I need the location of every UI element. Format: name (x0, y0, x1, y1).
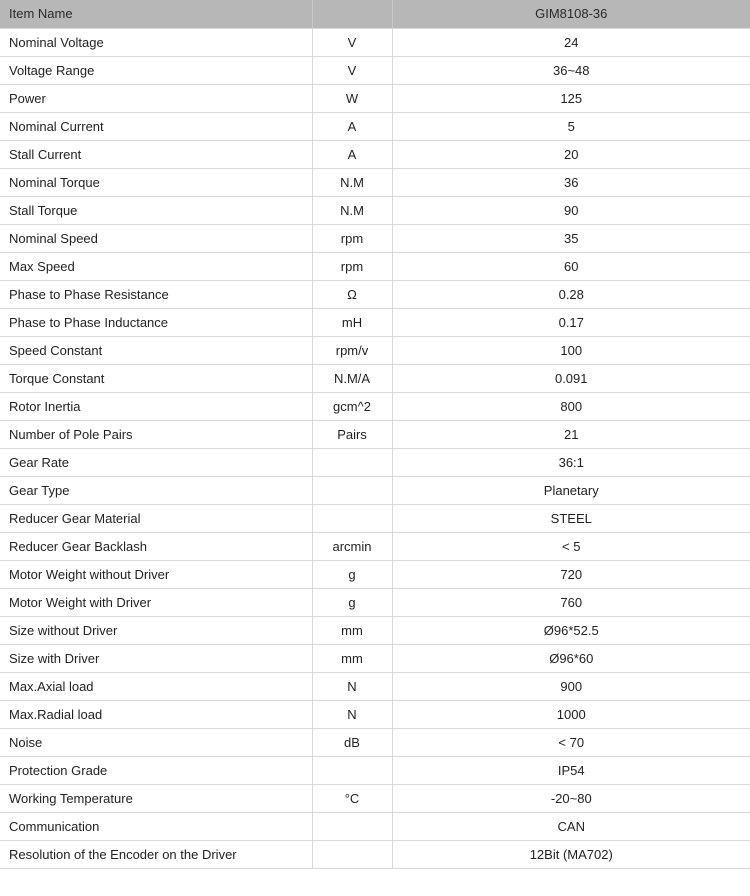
spec-unit-cell: g (312, 560, 392, 588)
table-row (0, 84, 750, 112)
spec-name-cell: Power (0, 84, 312, 112)
spec-name-cell: Number of Pole Pairs (0, 420, 312, 448)
spec-unit-cell: dB (312, 728, 392, 756)
spec-value-cell: 36:1 (392, 448, 750, 476)
spec-value-cell: Ø96*52.5 (392, 616, 750, 644)
spec-unit-cell: N (312, 700, 392, 728)
spec-name-cell: Motor Weight without Driver (0, 560, 312, 588)
table-row (0, 756, 750, 784)
spec-value-cell: 125 (392, 84, 750, 112)
spec-value-cell: CAN (392, 812, 750, 840)
table-row (0, 140, 750, 168)
table-row (0, 196, 750, 224)
table-row (0, 672, 750, 700)
spec-unit-cell: mH (312, 308, 392, 336)
spec-value-cell: 36~48 (392, 56, 750, 84)
spec-name-cell: Phase to Phase Inductance (0, 308, 312, 336)
table-row (0, 504, 750, 532)
spec-value-cell: < 5 (392, 532, 750, 560)
table-row (0, 336, 750, 364)
spec-unit-cell: rpm/v (312, 336, 392, 364)
header-row (0, 0, 750, 28)
table-row (0, 560, 750, 588)
table-row (0, 532, 750, 560)
table-row (0, 616, 750, 644)
spec-name-cell: Motor Weight with Driver (0, 588, 312, 616)
spec-unit-cell: Ω (312, 280, 392, 308)
spec-name-cell: Protection Grade (0, 756, 312, 784)
spec-value-cell: 720 (392, 560, 750, 588)
table-row (0, 168, 750, 196)
spec-value-cell: 5 (392, 112, 750, 140)
spec-name-cell: Rotor Inertia (0, 392, 312, 420)
spec-name-cell: Reducer Gear Material (0, 504, 312, 532)
spec-name-cell: Max.Axial load (0, 672, 312, 700)
spec-value-cell: STEEL (392, 504, 750, 532)
spec-value-cell: 12Bit (MA702) (392, 840, 750, 868)
spec-value-cell: Planetary (392, 476, 750, 504)
spec-value-cell: Ø96*60 (392, 644, 750, 672)
spec-unit-cell: mm (312, 616, 392, 644)
table-row (0, 812, 750, 840)
spec-name-cell: Max.Radial load (0, 700, 312, 728)
spec-unit-cell (312, 812, 392, 840)
spec-value-cell: < 70 (392, 728, 750, 756)
table-row (0, 728, 750, 756)
spec-value-cell: 35 (392, 224, 750, 252)
spec-table-body (0, 28, 750, 868)
table-row (0, 588, 750, 616)
spec-value-cell: 0.28 (392, 280, 750, 308)
spec-unit-cell: V (312, 28, 392, 56)
spec-unit-cell: A (312, 112, 392, 140)
spec-unit-cell (312, 756, 392, 784)
spec-value-cell: IP54 (392, 756, 750, 784)
spec-table-header (0, 0, 750, 28)
spec-value-cell: 0.17 (392, 308, 750, 336)
spec-unit-cell: N.M (312, 196, 392, 224)
table-row (0, 700, 750, 728)
spec-unit-cell (312, 448, 392, 476)
table-row (0, 56, 750, 84)
spec-value-cell: 1000 (392, 700, 750, 728)
table-row (0, 392, 750, 420)
spec-name-cell: Nominal Current (0, 112, 312, 140)
spec-unit-cell: rpm (312, 252, 392, 280)
header-item-name: Item Name (0, 0, 312, 28)
header-unit (312, 0, 392, 28)
table-row (0, 448, 750, 476)
spec-name-cell: Stall Current (0, 140, 312, 168)
table-row (0, 364, 750, 392)
spec-name-cell: Resolution of the Encoder on the Driver (0, 840, 312, 868)
spec-name-cell: Gear Rate (0, 448, 312, 476)
spec-value-cell: 60 (392, 252, 750, 280)
spec-value-cell: 100 (392, 336, 750, 364)
spec-unit-cell: N.M/A (312, 364, 392, 392)
spec-value-cell: 900 (392, 672, 750, 700)
spec-unit-cell: gcm^2 (312, 392, 392, 420)
spec-name-cell: Gear Type (0, 476, 312, 504)
table-row (0, 280, 750, 308)
spec-name-cell: Nominal Torque (0, 168, 312, 196)
spec-value-cell: 760 (392, 588, 750, 616)
spec-name-cell: Nominal Voltage (0, 28, 312, 56)
table-row (0, 784, 750, 812)
spec-unit-cell: Pairs (312, 420, 392, 448)
spec-unit-cell: rpm (312, 224, 392, 252)
spec-value-cell: 800 (392, 392, 750, 420)
table-row (0, 420, 750, 448)
spec-unit-cell: N (312, 672, 392, 700)
spec-unit-cell: °C (312, 784, 392, 812)
spec-name-cell: Max Speed (0, 252, 312, 280)
spec-unit-cell: N.M (312, 168, 392, 196)
spec-unit-cell: mm (312, 644, 392, 672)
header-model: GIM8108-36 (392, 0, 750, 28)
spec-unit-cell: arcmin (312, 532, 392, 560)
table-row (0, 840, 750, 868)
table-row (0, 644, 750, 672)
spec-unit-cell: V (312, 56, 392, 84)
spec-value-cell: 90 (392, 196, 750, 224)
table-row (0, 476, 750, 504)
table-row (0, 252, 750, 280)
spec-name-cell: Speed Constant (0, 336, 312, 364)
spec-unit-cell (312, 476, 392, 504)
spec-value-cell: 0.091 (392, 364, 750, 392)
table-row (0, 112, 750, 140)
table-row (0, 224, 750, 252)
spec-unit-cell (312, 840, 392, 868)
table-row (0, 308, 750, 336)
spec-value-cell: 36 (392, 168, 750, 196)
spec-unit-cell (312, 504, 392, 532)
spec-name-cell: Working Temperature (0, 784, 312, 812)
spec-unit-cell: g (312, 588, 392, 616)
spec-name-cell: Stall Torque (0, 196, 312, 224)
spec-value-cell: 20 (392, 140, 750, 168)
spec-unit-cell: A (312, 140, 392, 168)
spec-value-cell: 24 (392, 28, 750, 56)
spec-name-cell: Size with Driver (0, 644, 312, 672)
spec-value-cell: 21 (392, 420, 750, 448)
table-row (0, 28, 750, 56)
spec-name-cell: Communication (0, 812, 312, 840)
spec-name-cell: Size without Driver (0, 616, 312, 644)
spec-name-cell: Torque Constant (0, 364, 312, 392)
spec-unit-cell: W (312, 84, 392, 112)
spec-name-cell: Noise (0, 728, 312, 756)
spec-name-cell: Voltage Range (0, 56, 312, 84)
spec-name-cell: Reducer Gear Backlash (0, 532, 312, 560)
spec-name-cell: Nominal Speed (0, 224, 312, 252)
spec-value-cell: -20~80 (392, 784, 750, 812)
spec-name-cell: Phase to Phase Resistance (0, 280, 312, 308)
